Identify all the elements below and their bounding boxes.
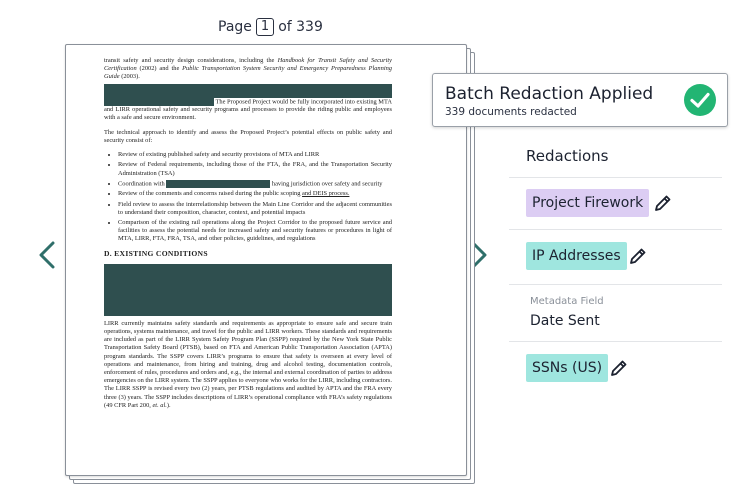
- list-item: • Review of Federal requirements, including those of the FTA, the FRA, and the Transportation Security Administration (TSA): [118, 161, 392, 177]
- list-item: • Field review to assess the interrelationship between the Main Line Corridor and the adjacent communities to understand their composition, character, context, and potential impacts: [118, 201, 392, 217]
- list-item: • Review of the comments and concerns raised during the public scoping and DEIS process.: [118, 190, 392, 198]
- redaction-chip-project-firework[interactable]: Project Firework: [526, 189, 649, 217]
- redaction-block[interactable]: [104, 84, 392, 98]
- redaction-chip-ssns[interactable]: SSNs (US): [526, 354, 608, 382]
- check-circle-icon: [683, 83, 717, 117]
- chevron-left-icon: [36, 240, 58, 270]
- redactions-panel-title: Redactions: [526, 147, 609, 165]
- pencil-icon[interactable]: [628, 246, 648, 266]
- paragraph-2: The Proposed Project would be fully incorporated into existing MTA and LIRR operational safety and security programs and processes to provide the riding public and employees with a safe and secure environment.: [104, 98, 392, 122]
- bullet-list: [104, 151, 392, 244]
- paragraph-3: The technical approach to identify and assess the Proposed Project’s potential effects on public safety and security consist of:: [104, 128, 392, 144]
- list-item: • Comparison of the existing rail operations along the Project Corridor to the proposed future service and facilities to assess the potential needs for increased safety and security features or procedures in light of MTA, LIRR, FTA, FRA, TSA, and other policies, guidelines, and regulations: [118, 219, 392, 244]
- paragraph-1: transit safety and security design considerations, including the Handbook for Transit Safety and Security Certification (2002) and the Public Transportation System Security and Emergency Preparedness Planning Guide (2003).: [104, 57, 392, 81]
- redaction-inline[interactable]: [104, 98, 214, 106]
- divider: [509, 229, 722, 230]
- document-body: [104, 57, 392, 416]
- previous-page-button[interactable]: [36, 240, 58, 270]
- page-indicator: [218, 18, 323, 36]
- page-number-input[interactable]: 1: [256, 18, 274, 36]
- divider: [509, 341, 722, 342]
- divider: [509, 177, 722, 178]
- divider: [509, 284, 722, 285]
- toast-title: Batch Redaction Applied: [445, 84, 654, 104]
- metadata-field-label: Metadata Field: [530, 296, 604, 307]
- pencil-icon[interactable]: [653, 193, 673, 213]
- page-prefix: Page: [218, 19, 252, 35]
- pencil-icon[interactable]: [609, 358, 629, 378]
- batch-redaction-toast: [432, 73, 728, 127]
- page-total: of 339: [278, 19, 323, 35]
- section-heading: D. EXISTING CONDITIONS: [104, 248, 208, 258]
- list-item: • Coordination with having jurisdiction over safety and security: [118, 180, 392, 189]
- redaction-inline[interactable]: [166, 180, 270, 188]
- list-item: • Review of existing published safety and security provisions of MTA and LIRR: [118, 151, 392, 159]
- redaction-block[interactable]: [104, 264, 392, 316]
- document-page[interactable]: [65, 44, 467, 476]
- metadata-field-value[interactable]: Date Sent: [530, 313, 600, 329]
- toast-subtitle: 339 documents redacted: [445, 106, 577, 118]
- paragraph-4: LIRR currently maintains safety standards and requirements as appropriate to ensure safe and secure train operations, systems maintenance, and travel for the public and LIRR workers. These standards and requirements are included as part of the LIRR System Safety Program Plan (SSPP) required by the New York State Public Transportation Safety Board (PTSB), based on FTA and American Public Transportation Association (APTA) program standards. The SSPP covers LIRR’s programs to ensure that safety is overseen at every level of operations and maintenance, from hiring and training, drug and alcohol testing, documentation controls, enforcement of rules, procedures and orders and, e.g., the internal and external coordination of parties to address emergencies on the LIRR system. The SSPP applies to everyone who works for the LIRR, including contractors. The LIRR SSPP is revised every two (2) years, per PTSB regulations and audited by APTA and the FRA every three (3) years. The SSPP includes descriptions of LIRR’s operational compliance with FRA’s safety regulations (49 CFR Part 200, et. al.).: [104, 319, 392, 409]
- redaction-chip-ip-addresses[interactable]: IP Addresses: [526, 242, 627, 270]
